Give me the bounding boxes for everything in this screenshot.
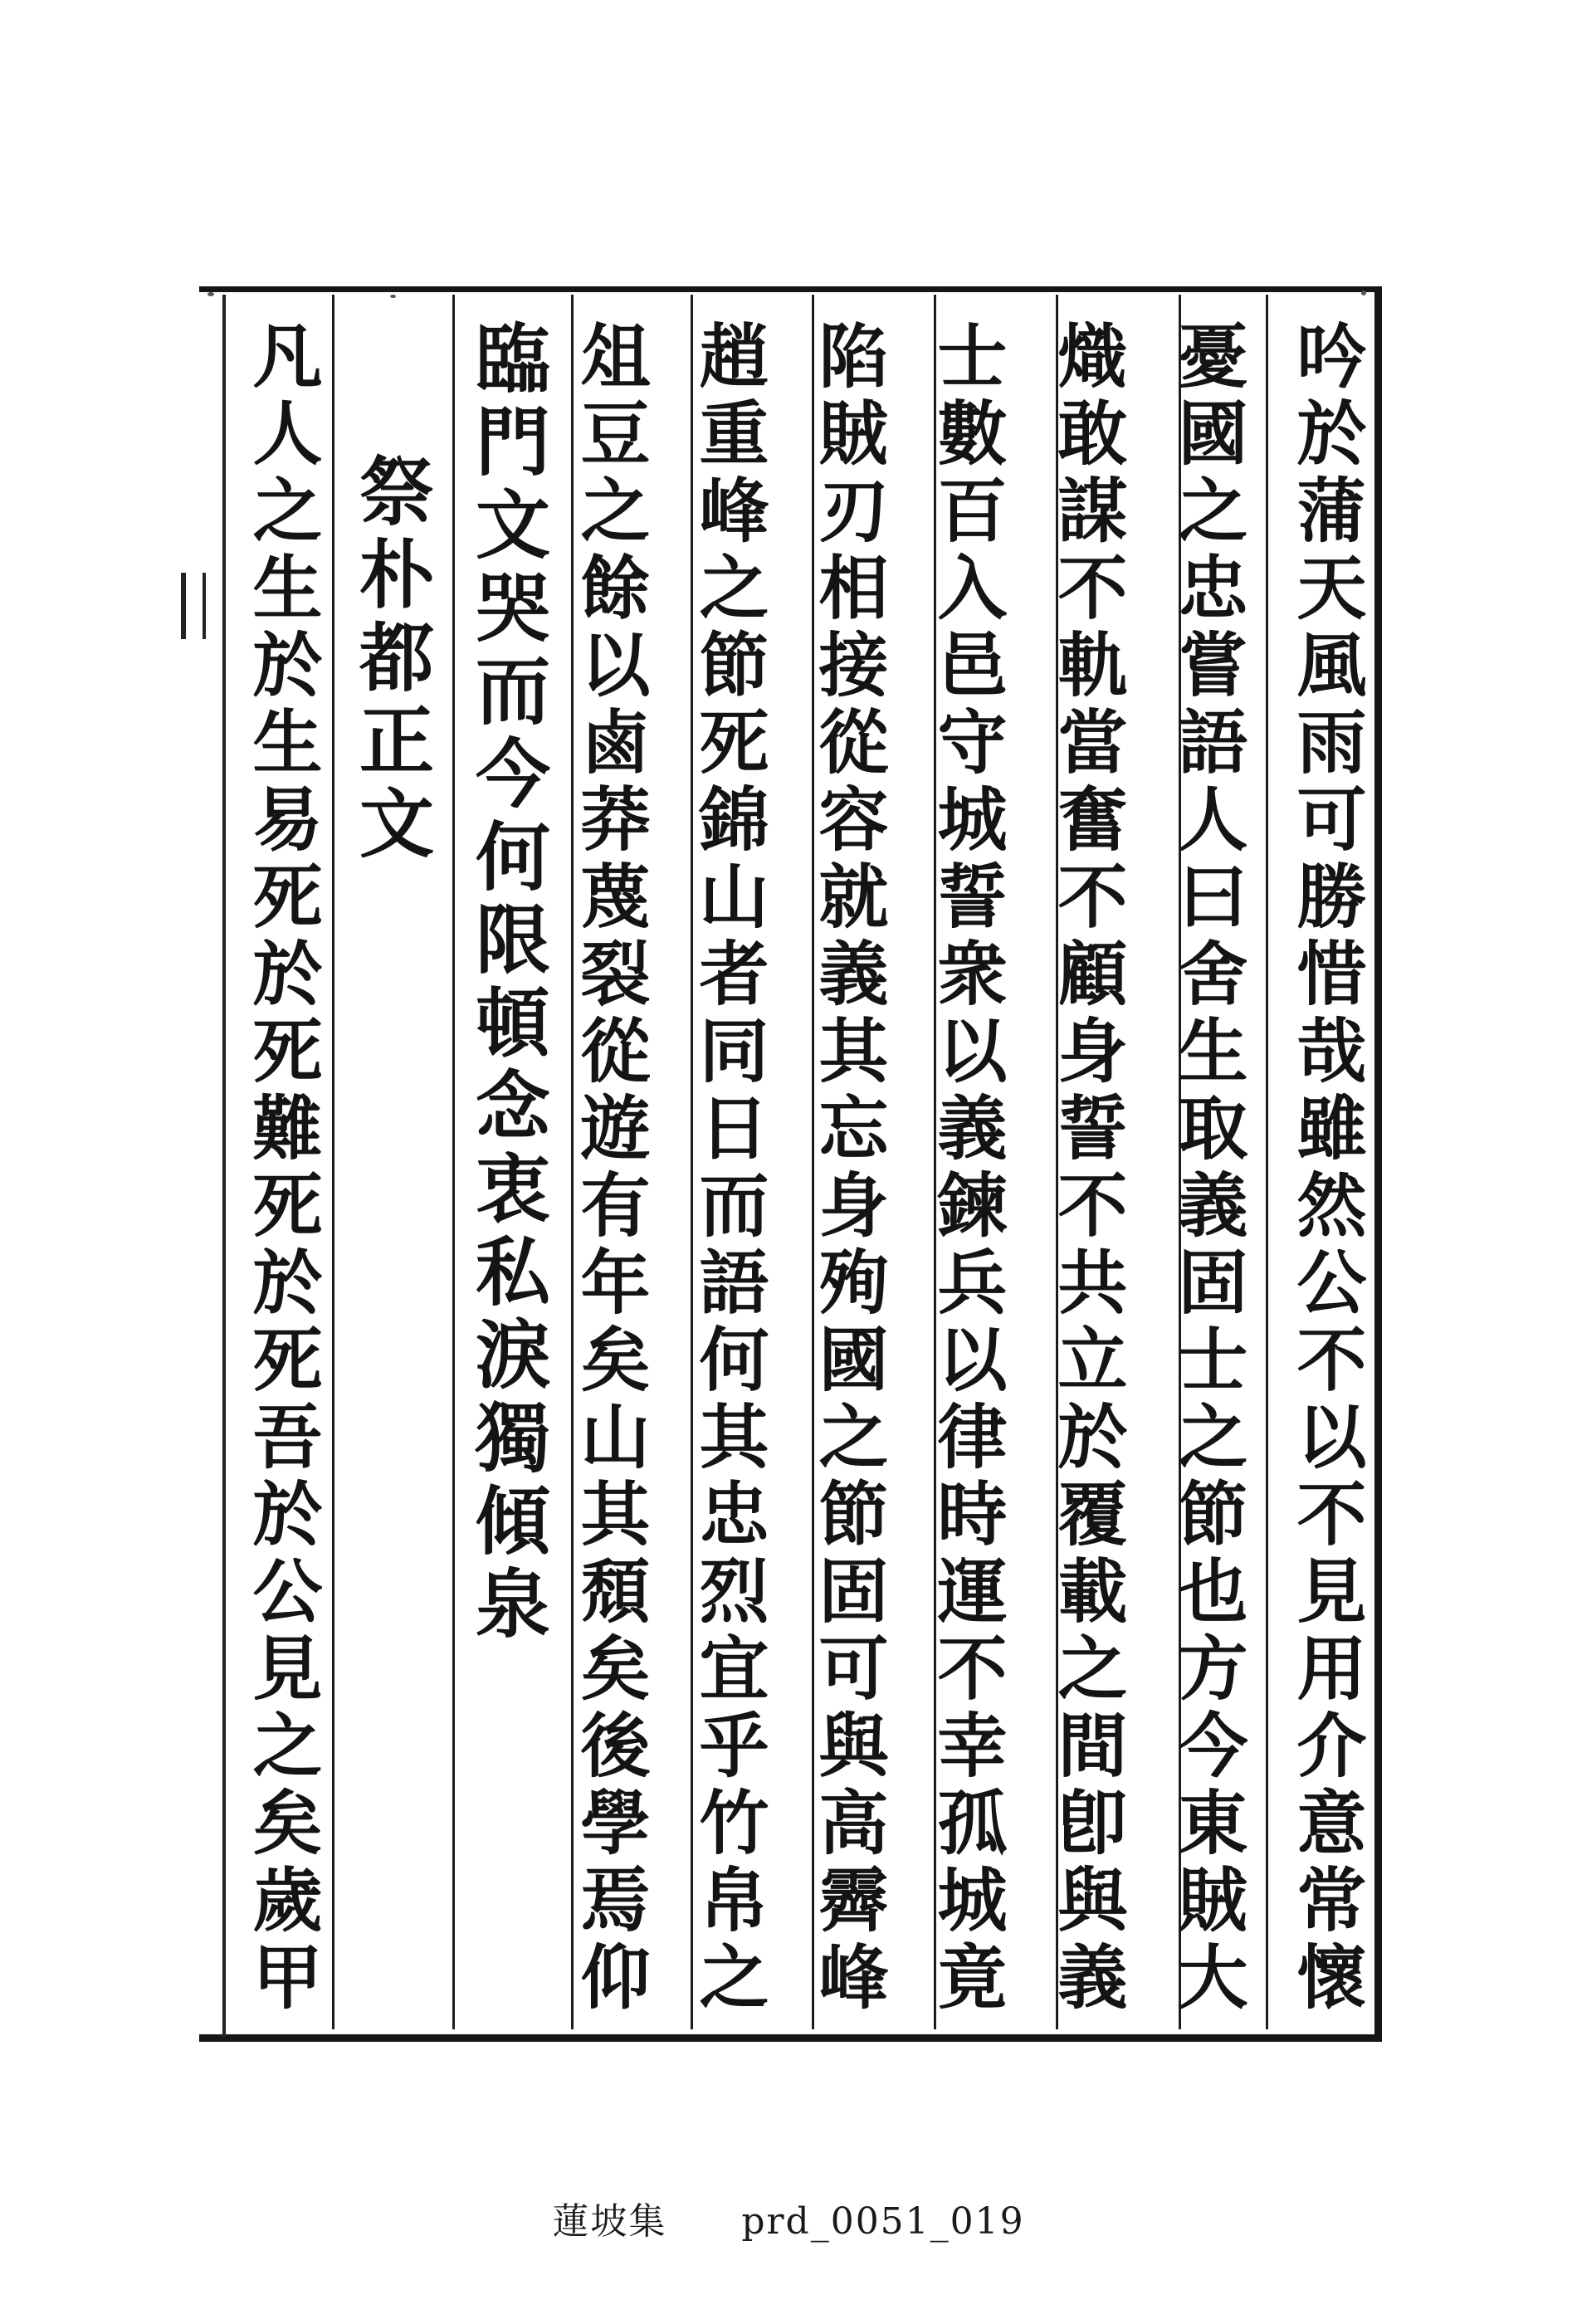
text-column-5: 陷賊刃相接從容就義其忘身殉國之節固可與高霽峰 [808,320,890,2018]
frame-left-rule [222,295,226,2038]
ink-speck [208,292,214,296]
text-column-4: 士數百入邑守城誓衆以義鍊兵以律時運不幸孤城竟 [926,320,1008,2018]
text-column-8: 臨門文哭而今何限頓念衷私淚獨傾泉 [462,320,550,1648]
column-rule [452,295,455,2029]
page-caption [0,2191,1577,2244]
text-column-2: 憂國之忠嘗語人曰舍生取義固士之節也方今東賊大 [1167,320,1249,2018]
caption-title: 蓮坡集 [552,2200,667,2243]
text-column-3: 熾敢謀不軌當奮不顧身誓不共立於覆載之間卽與義 [1047,320,1129,2018]
ink-speck [1361,290,1366,295]
text-column-10: 凡人之生於生易死於死難死於死吾於公見之矣歲甲 [242,320,324,2018]
text-column-6: 趙重峰之節死錦山者同日而語何其忠烈宜乎竹帛之 [688,320,770,2018]
text-column-7: 俎豆之餘以鹵莽蔑裂從遊有年矣山其頹矣後學焉仰 [569,320,652,2018]
ink-speck [390,295,396,298]
column-rule [332,295,334,2029]
caption-id: prd_0051_019 [741,2200,1025,2243]
column-rule [1266,295,1268,2029]
fold-mark [181,573,206,639]
text-column-1: 吟於蒲天風雨可勝惜哉雖然公不以不見用介意常懷 [1286,320,1368,2018]
section-heading: 祭朴都正文 [346,452,434,867]
